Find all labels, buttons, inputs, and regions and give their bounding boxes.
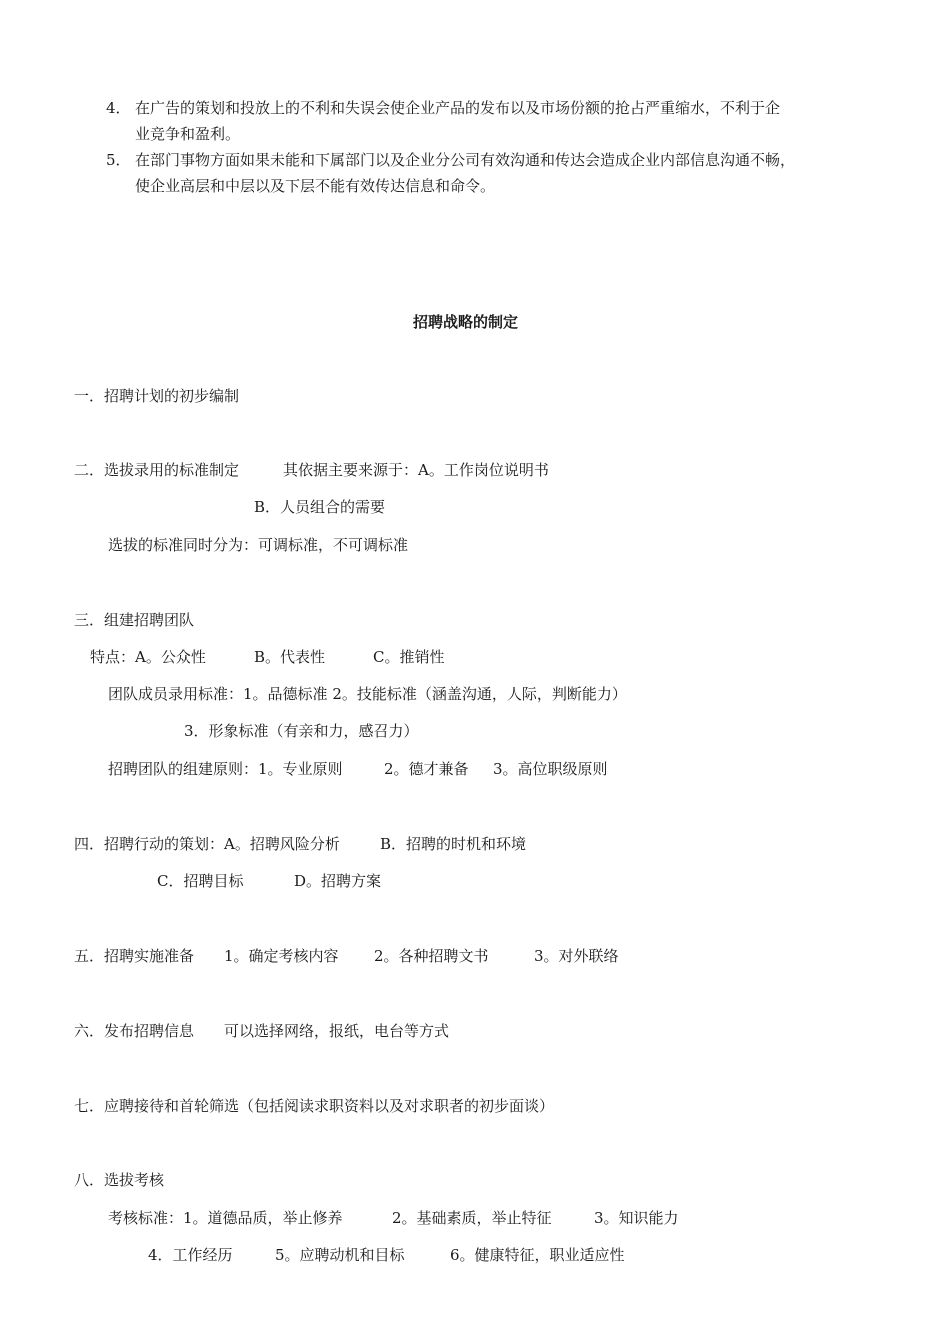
section-5-item-1: 1。确定考核内容 — [224, 947, 339, 965]
section-2-basis: 其依据主要来源于：A。工作岗位说明书 — [283, 461, 549, 479]
section-8-criterion-6: 6。健康特征，职业适应性 — [450, 1246, 625, 1264]
section-3-member-standards-3: 3．形象标准（有亲和力，感召力） — [184, 722, 419, 740]
list-item-text: 使企业高层和中层以及下层不能有效传达信息和命令。 — [135, 177, 496, 195]
section-2-basis-b: B．人员组合的需要 — [254, 498, 386, 516]
section-3-member-standards: 团队成员录用标准：1。品德标准 2。技能标准（涵盖沟通，人际，判断能力） — [108, 685, 627, 703]
page-title: 招聘战略的制定 — [413, 313, 519, 331]
section-1-heading: 一．招聘计划的初步编制 — [74, 387, 240, 405]
section-2-heading: 二．选拔录用的标准制定 — [74, 461, 240, 479]
section-4-item-b: B．招聘的时机和环境 — [380, 835, 527, 853]
section-2-note: 选拔的标准同时分为：可调标准，不可调标准 — [108, 536, 409, 554]
section-8-criterion-5: 5。应聘动机和目标 — [275, 1246, 405, 1264]
section-3-feature-a: 特点：A。公众性 — [90, 648, 206, 666]
section-3-principle-2: 2。德才兼备 — [384, 760, 469, 778]
section-3-feature-c: C。推销性 — [373, 648, 445, 666]
section-3-principle-1: 招聘团队的组建原则：1。专业原则 — [108, 760, 343, 778]
list-item-text: 在部门事物方面如果未能和下属部门以及企业分公司有效沟通和传达会造成企业内部信息沟通不畅， — [135, 151, 796, 169]
list-number: 4． — [106, 99, 131, 117]
section-6-heading: 六．发布招聘信息 — [74, 1022, 195, 1040]
section-8-criterion-3: 3。知识能力 — [594, 1209, 679, 1227]
section-5-heading: 五．招聘实施准备 — [74, 947, 195, 965]
section-8-criterion-1: 考核标准：1。道德品质，举止修养 — [108, 1209, 343, 1227]
section-4-item-c: C．招聘目标 — [157, 872, 244, 890]
list-item-text: 在广告的策划和投放上的不利和失误会使企业产品的发布以及市场份额的抢占严重缩水，不利于企 — [135, 99, 781, 117]
section-5-item-2: 2。各种招聘文书 — [374, 947, 489, 965]
list-item-text: 业竞争和盈利。 — [135, 125, 241, 143]
section-7-heading: 七．应聘接待和首轮筛选（包括阅读求职资料以及对求职者的初步面谈） — [74, 1097, 555, 1115]
section-6-detail: 可以选择网络，报纸，电台等方式 — [224, 1022, 450, 1040]
section-8-criterion-4: 4．工作经历 — [148, 1246, 233, 1264]
section-8-heading: 八．选拔考核 — [74, 1171, 165, 1189]
section-5-item-3: 3。对外联络 — [534, 947, 619, 965]
section-4-heading: 四．招聘行动的策划：A。招聘风险分析 — [74, 835, 340, 853]
section-3-principle-3: 3。高位职级原则 — [493, 760, 608, 778]
section-3-heading: 三．组建招聘团队 — [74, 611, 195, 629]
section-4-item-d: D。招聘方案 — [294, 872, 382, 890]
section-8-criterion-2: 2。基础素质，举止特征 — [392, 1209, 552, 1227]
section-3-feature-b: B。代表性 — [254, 648, 326, 666]
list-number: 5． — [106, 151, 131, 169]
